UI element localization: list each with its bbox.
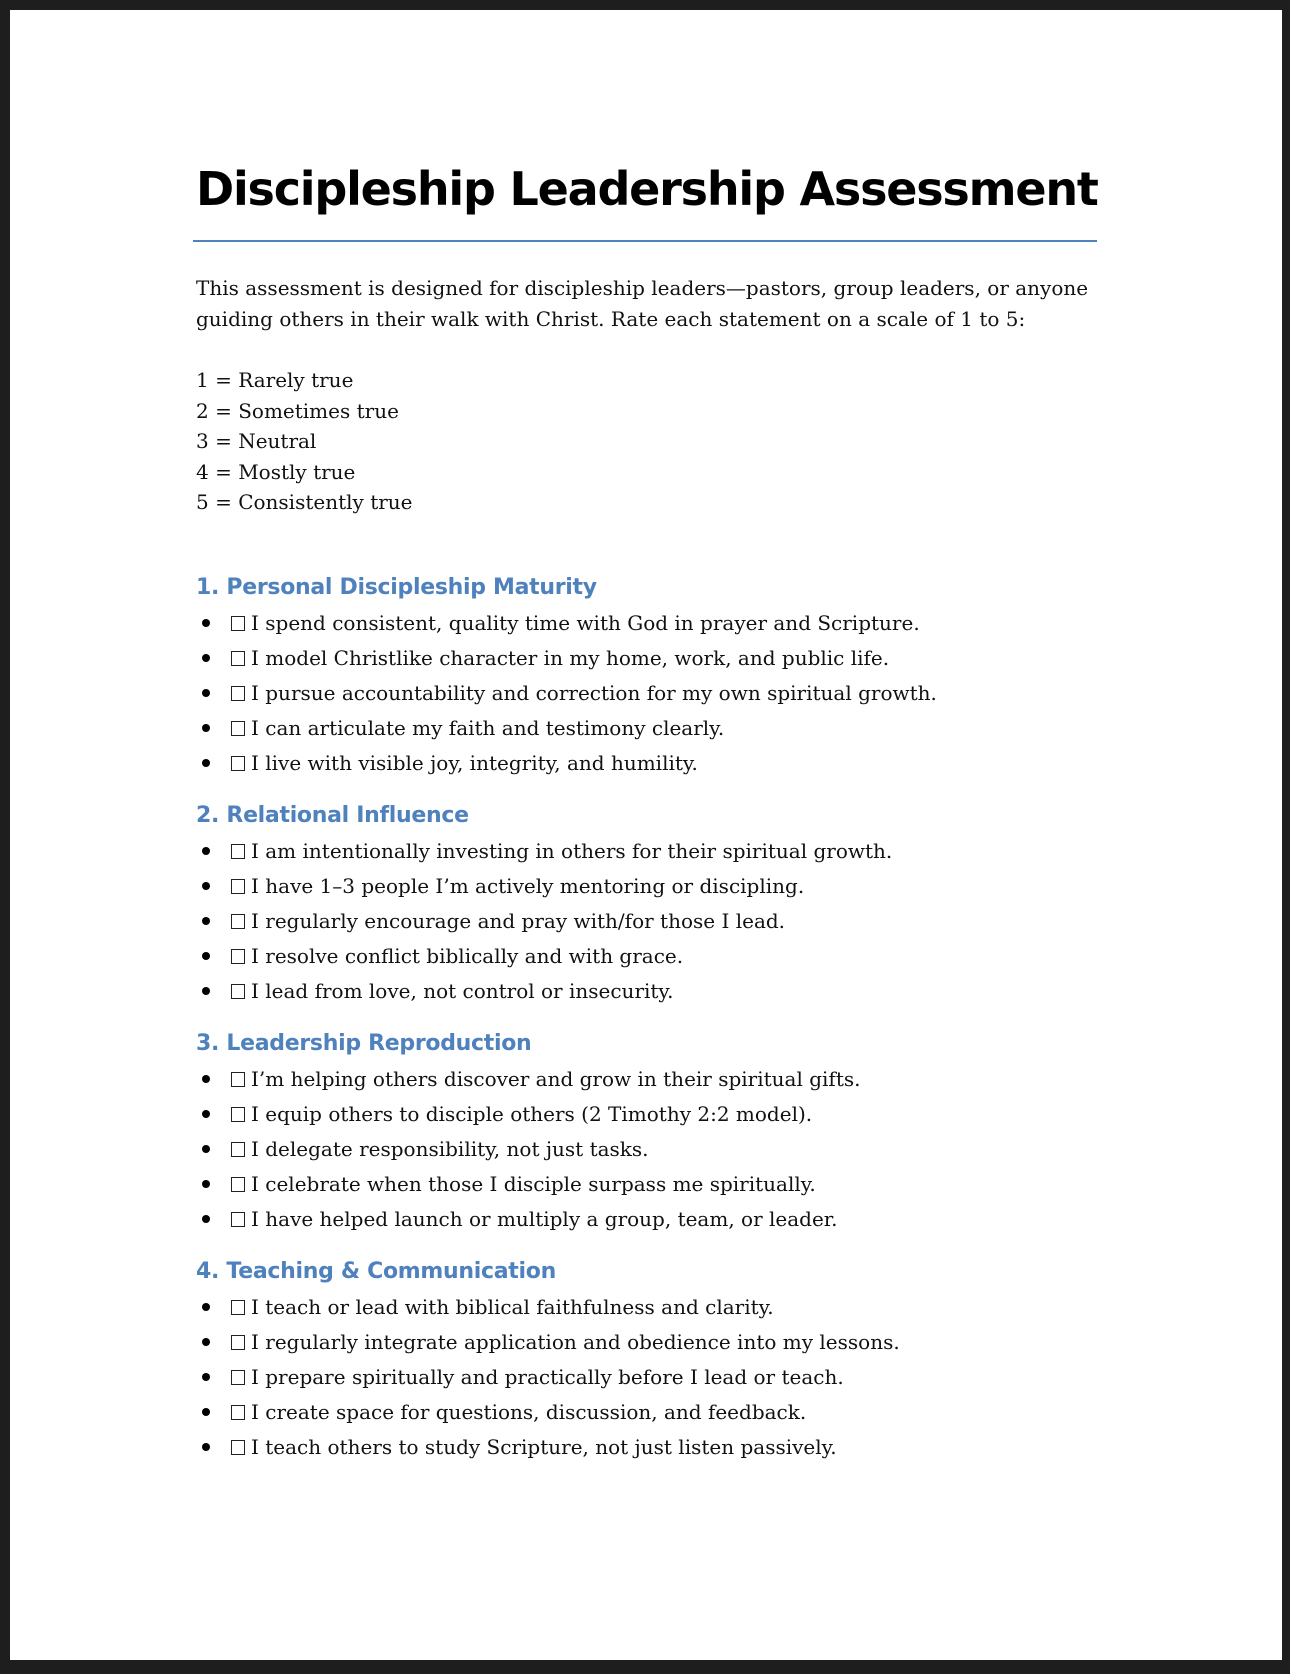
bullet-icon xyxy=(202,1180,210,1188)
bullet-icon xyxy=(202,724,210,732)
bullet-icon xyxy=(202,1303,210,1311)
document-title: Discipleship Leadership Assessment xyxy=(196,162,1098,216)
checkbox[interactable] xyxy=(231,1072,245,1087)
checklist-item xyxy=(196,1290,1096,1325)
checkbox[interactable] xyxy=(231,1212,245,1227)
intro-paragraph: This assessment is designed for discipleship leaders—pastors, group leaders, or anyone guiding others in their walk with Christ. Rate each statement on a scale of 1 to 5: xyxy=(196,276,1089,331)
checkbox[interactable] xyxy=(231,1335,245,1350)
checklist-item-text: I lead from love, not control or insecurity. xyxy=(251,978,674,1003)
checklist-item xyxy=(196,974,1096,1009)
section-heading: 1. Personal Discipleship Maturity xyxy=(196,574,597,600)
checkbox[interactable] xyxy=(231,756,245,771)
checkbox[interactable] xyxy=(231,1177,245,1192)
checklist-item-text: I regularly encourage and pray with/for those I lead. xyxy=(251,908,786,933)
checkbox[interactable] xyxy=(231,721,245,736)
checklist-item-text: I create space for questions, discussion, and feedback. xyxy=(251,1399,807,1424)
checklist-item-text: I have 1–3 people I’m actively mentoring or discipling. xyxy=(251,873,805,898)
checklist-item xyxy=(196,676,1096,711)
checklist-item-text: I teach others to study Scripture, not just listen passively. xyxy=(251,1434,837,1459)
bullet-icon xyxy=(202,654,210,662)
checklist-item xyxy=(196,1395,1096,1430)
checklist-item-text: I can articulate my faith and testimony clearly. xyxy=(251,715,725,740)
section-heading: 2. Relational Influence xyxy=(196,802,469,828)
checklist-item xyxy=(196,641,1096,676)
checklist-item-text: I have helped launch or multiply a group, team, or leader. xyxy=(251,1206,838,1231)
bullet-icon xyxy=(202,952,210,960)
section-leadership-reproduction xyxy=(196,1028,1096,1237)
checklist-item-text: I model Christlike character in my home, work, and public life. xyxy=(251,645,890,670)
checklist xyxy=(196,1062,1096,1237)
bullet-icon xyxy=(202,1075,210,1083)
checkbox[interactable] xyxy=(231,1405,245,1420)
bullet-icon xyxy=(202,619,210,627)
checklist-item-text: I’m helping others discover and grow in their spiritual gifts. xyxy=(251,1066,861,1091)
checklist-item xyxy=(196,904,1096,939)
checkbox[interactable] xyxy=(231,844,245,859)
scale-item: 3 = Neutral xyxy=(196,429,317,454)
bullet-icon xyxy=(202,847,210,855)
checklist-item-text: I celebrate when those I disciple surpass me spiritually. xyxy=(251,1171,816,1196)
checklist-item-text: I spend consistent, quality time with God in prayer and Scripture. xyxy=(251,610,920,635)
checklist-item xyxy=(196,1062,1096,1097)
checkbox[interactable] xyxy=(231,914,245,929)
checkbox[interactable] xyxy=(231,686,245,701)
bullet-icon xyxy=(202,987,210,995)
bullet-icon xyxy=(202,882,210,890)
scale-item: 5 = Consistently true xyxy=(196,490,413,515)
checklist-item-text: I am intentionally investing in others for their spiritual growth. xyxy=(251,838,893,863)
checklist-item xyxy=(196,869,1096,904)
checklist-item xyxy=(196,834,1096,869)
checklist-item-text: I resolve conflict biblically and with grace. xyxy=(251,943,684,968)
section-heading: 3. Leadership Reproduction xyxy=(196,1030,532,1056)
checkbox[interactable] xyxy=(231,1440,245,1455)
scale-item: 2 = Sometimes true xyxy=(196,398,399,423)
checklist-item-text: I prepare spiritually and practically before I lead or teach. xyxy=(251,1364,844,1389)
section-relational-influence xyxy=(196,800,1096,1009)
checklist-item-text: I regularly integrate application and obedience into my lessons. xyxy=(251,1329,900,1354)
checkbox[interactable] xyxy=(231,1300,245,1315)
bullet-icon xyxy=(202,1443,210,1451)
checkbox[interactable] xyxy=(231,1142,245,1157)
checklist xyxy=(196,1290,1096,1465)
checkbox[interactable] xyxy=(231,984,245,999)
title-underline xyxy=(193,240,1097,242)
section-teaching-communication xyxy=(196,1256,1096,1465)
checklist-item xyxy=(196,1325,1096,1360)
section-heading: 4. Teaching & Communication xyxy=(196,1258,556,1284)
checklist-item xyxy=(196,1360,1096,1395)
checklist-item xyxy=(196,1167,1096,1202)
scale-item: 1 = Rarely true xyxy=(196,368,354,392)
checklist-item xyxy=(196,939,1096,974)
checkbox[interactable] xyxy=(231,949,245,964)
checkbox[interactable] xyxy=(231,616,245,631)
checklist xyxy=(196,606,1096,781)
checklist xyxy=(196,834,1096,1009)
checklist-item xyxy=(196,711,1096,746)
bullet-icon xyxy=(202,1408,210,1416)
scale-item: 4 = Mostly true xyxy=(196,459,356,484)
checklist-item-text: I delegate responsibility, not just tasks. xyxy=(251,1136,649,1161)
checkbox[interactable] xyxy=(231,879,245,894)
checkbox[interactable] xyxy=(231,1370,245,1385)
bullet-icon xyxy=(202,917,210,925)
bullet-icon xyxy=(202,1338,210,1346)
checklist-item xyxy=(196,606,1096,641)
section-personal-discipleship-maturity xyxy=(196,572,1096,781)
bullet-icon xyxy=(202,759,210,767)
document-page xyxy=(10,10,1282,1660)
checkbox[interactable] xyxy=(231,1107,245,1122)
checklist-item-text: I teach or lead with biblical faithfulness and clarity. xyxy=(251,1294,774,1319)
checklist-item xyxy=(196,1132,1096,1167)
checklist-item xyxy=(196,746,1096,781)
checklist-item-text: I equip others to disciple others (2 Timothy 2:2 model). xyxy=(251,1101,813,1126)
rating-scale xyxy=(196,365,1096,518)
bullet-icon xyxy=(202,689,210,697)
document-body xyxy=(196,273,1096,1465)
bullet-icon xyxy=(202,1110,210,1118)
bullet-icon xyxy=(202,1373,210,1381)
checklist-item xyxy=(196,1097,1096,1132)
checklist-item xyxy=(196,1430,1096,1465)
bullet-icon xyxy=(202,1215,210,1223)
bullet-icon xyxy=(202,1145,210,1153)
checklist-item-text: I pursue accountability and correction for my own spiritual growth. xyxy=(251,680,937,705)
checkbox[interactable] xyxy=(231,651,245,666)
checklist-item xyxy=(196,1202,1096,1237)
checklist-item-text: I live with visible joy, integrity, and humility. xyxy=(251,750,698,775)
